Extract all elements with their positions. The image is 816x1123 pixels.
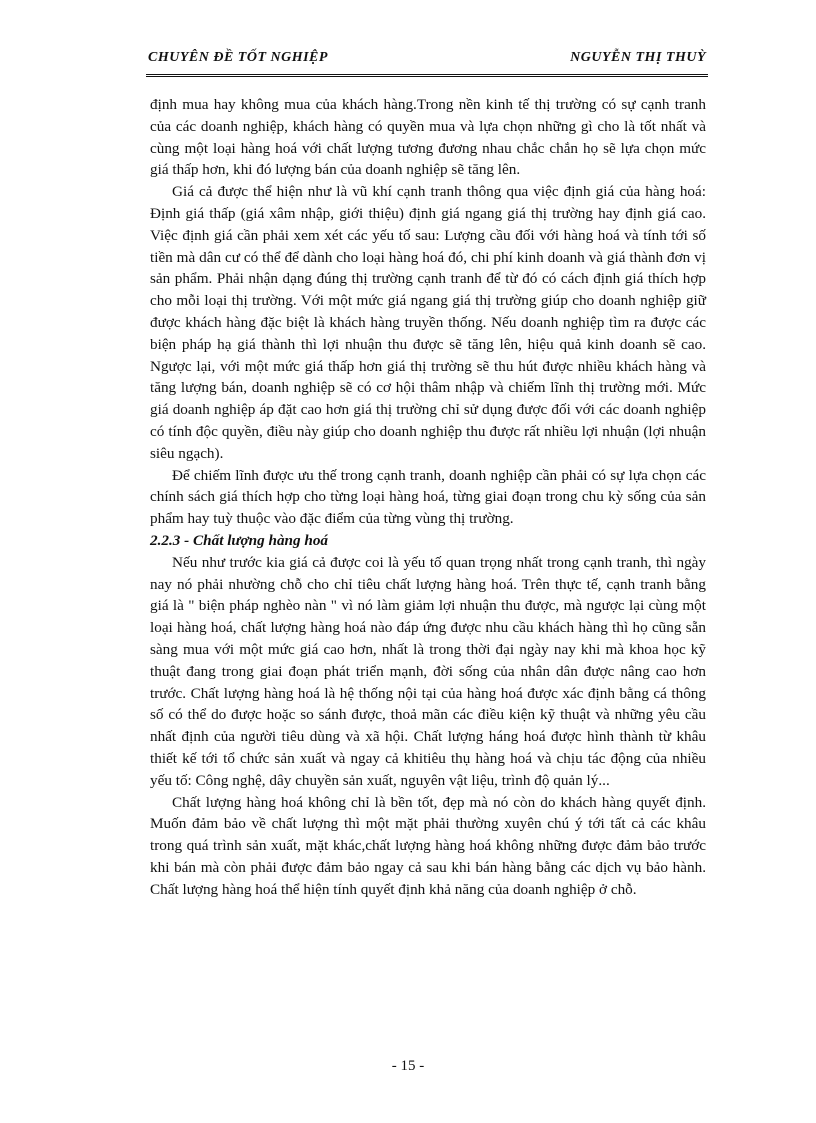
paragraph-1: định mua hay không mua của khách hàng.Trong nền kinh tế thị trường có sự cạnh tranh của các doanh nghiệp, khách hàng có quyền mua và lựa chọn những gì cho là tốt nhất và cùng một loại hàng hoá với chất lượng tương đương nhau chắc chắn họ sẽ lựa chọn mức giá thấp hơn, khi đó lượng bán của doanh nghiệp sẽ tăng lên. bbox=[150, 96, 706, 179]
section-heading: 2.2.3 - Chất lượng hàng hoá bbox=[150, 531, 329, 549]
page-number: - 15 - bbox=[391, 1058, 425, 1074]
paragraph-2: Giá cả được thể hiện như là vũ khí cạnh tranh thông qua việc định giá của hàng hoá: Định giá thấp (giá xâm nhập, giới thiệu) định giá ngang giá thị trường hay định giá cao. Việc định giá cần phải xem xét các yếu tố sau: Lượng cầu đối với hàng hoá và tính tới số tiền mà dân cư có thể để dành cho loại hàng hoá đó, chi phí kinh doanh và giá thành đơn vị sản phẩm. Phải nhận dạng đúng thị trường cạnh tranh để từ đó có cách định giá thích hợp cho mỗi loại thị trường. Với một mức giá ngang giá thị trường giúp cho doanh nghiệp giữ được khách hàng đặc biệt là khách hàng truyền thống. Nếu doanh nghiệp tìm ra được các biện pháp hạ giá thành thì lợi nhuận thu được sẽ tăng lên, hiệu quả kinh doanh sẽ cao. Ngược lại, với một mức giá thấp hơn giá thị trường sẽ thu hút được nhiều khách hàng và tăng lượng bán, doanh nghiệp sẽ có cơ hội thâm nhập và chiếm lĩnh thị trường mới. Mức giá doanh nghiệp áp đặt cao hơn giá thị trường chỉ sử dụng được đối với các doanh nghiệp có tính độc quyền, điều này giúp cho doanh nghiệp thu được rất nhiều lợi nhuận (lợi nhuận siêu ngạch). bbox=[150, 183, 706, 462]
header-title: CHUYÊN ĐỀ TỐT NGHIỆP bbox=[148, 50, 328, 65]
paragraph-4: Nếu như trước kia giá cả được coi là yếu tố quan trọng nhất trong cạnh tranh, thì ngày nay nó phải nhường chỗ cho chỉ tiêu chất lượng hàng hoá. Trên thực tế, cạnh tranh bằng giá là " biện pháp nghèo nàn " vì nó làm giảm lợi nhuận thu được, mà ngược lại cùng một loại hàng hoá, chất lượng hàng hoá nào đáp ứng được nhu cầu khách hàng thì họ cũng sẵn sàng mua với một mức giá cao hơn, nhất là trong thời đại ngày nay khi mà khoa học kỹ thuật đang trong giai đoạn phát triển mạnh, đời sống của nhân dân được nâng cao hơn trước. Chất lượng hàng hoá là hệ thống nội tại của hàng hoá được xác định bằng cá thông số có thể do được hoặc so sánh được, thoả mãn các điều kiện kỹ thuật và những yêu cầu nhất định của người tiêu dùng và xã hội. Chất lượng háng hoá được hình thành từ khâu thiết kế tới tổ chức sản xuất và ngay cả khitiêu thụ hàng hoá và chịu tác động của nhiều yếu tố: Công nghệ, dây chuyền sản xuất, nguyên vật liệu, trình độ quản lý... bbox=[150, 553, 706, 789]
header-author: NGUYỄN THỊ THUỲ bbox=[570, 50, 706, 65]
paragraph-3: Để chiếm lĩnh được ưu thế trong cạnh tranh, doanh nghiệp cần phải có sự lựa chọn các chính sách giá thích hợp cho từng loại hàng hoá, từng giai đoạn trong chu kỳ sống của sản phẩm hay tuỳ thuộc vào đặc điểm của từng vùng thị trường. bbox=[150, 466, 706, 528]
page-header bbox=[146, 40, 708, 77]
document-body bbox=[150, 94, 706, 900]
paragraph-5: Chất lượng hàng hoá không chỉ là bền tốt, đẹp mà nó còn do khách hàng quyết định. Muốn đảm bảo về chất lượng thì một mặt phải thường xuyên chú ý tới tất cả các khâu trong quá trình sản xuất, mặt khác,chất lượng hàng hoá không những được đảm bảo trước khi bán mà còn phải được đảm bảo ngay cả sau khi bán hàng bằng các dịch vụ bảo hành. Chất lượng hàng hoá thể hiện tính quyết định khả năng của doanh nghiệp ở chỗ. bbox=[150, 793, 706, 898]
